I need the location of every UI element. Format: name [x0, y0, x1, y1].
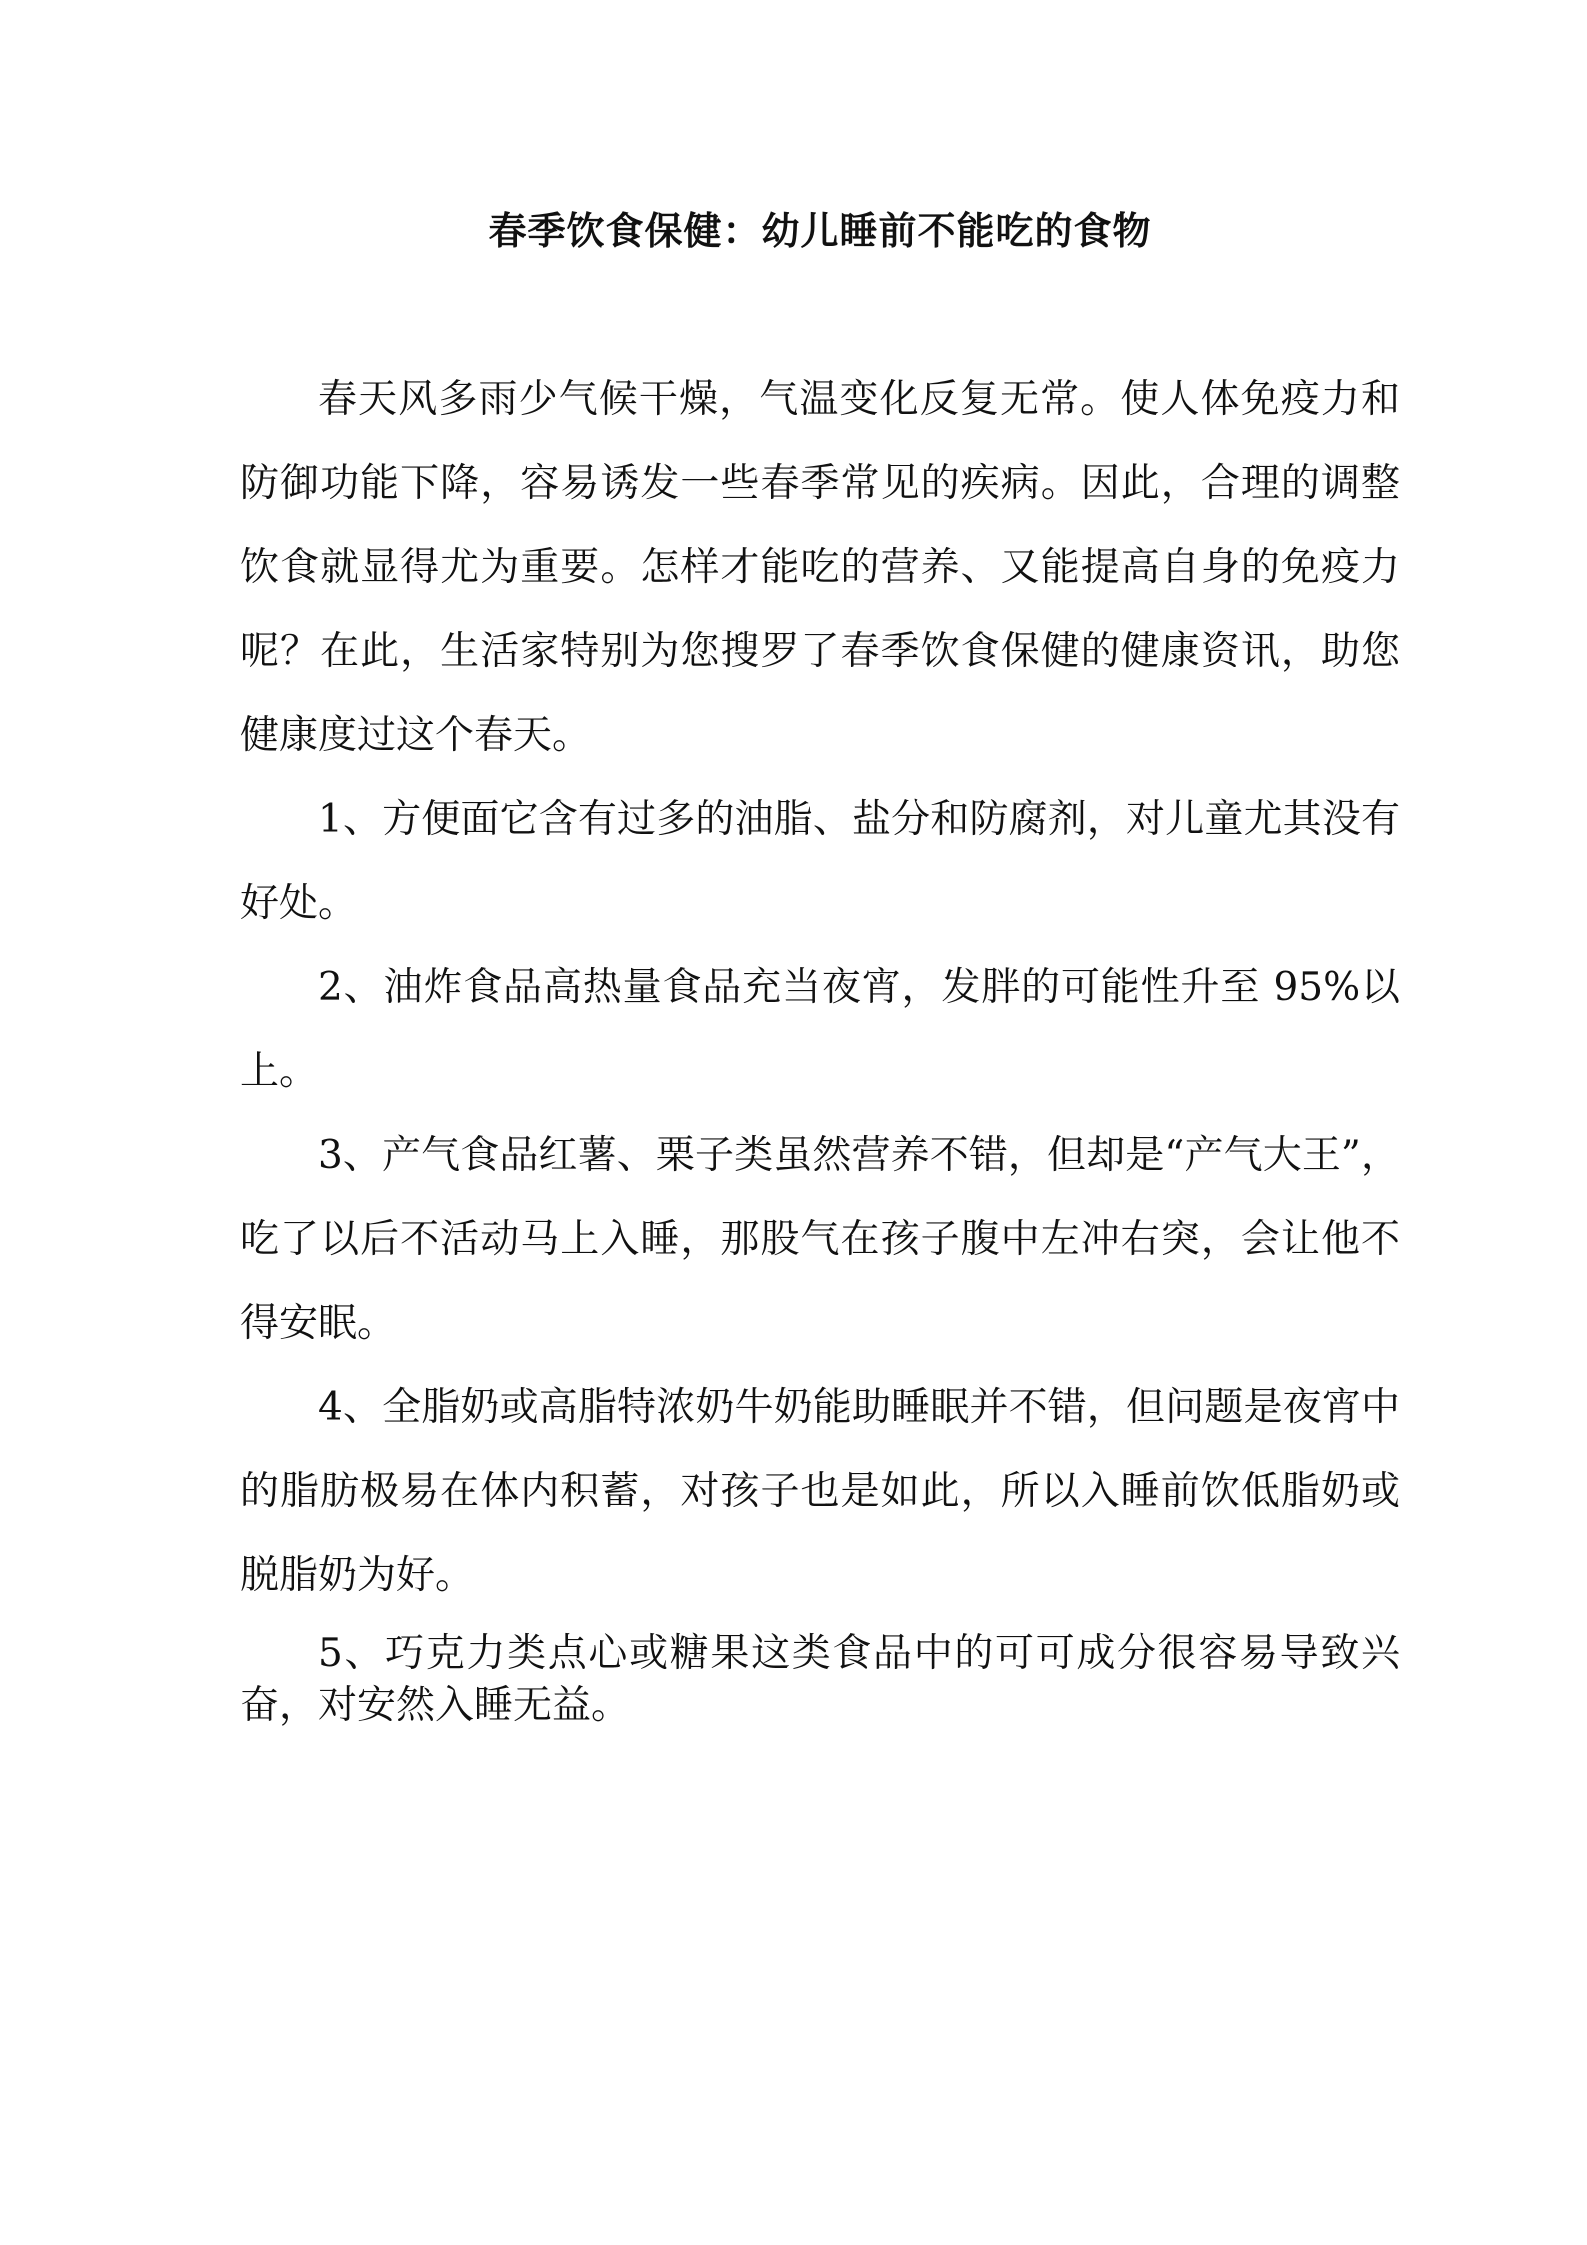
- list-item-4: 4、全脂奶或高脂特浓奶牛奶能助睡眠并不错，但问题是夜宵中的脂肪极易在体内积蓄，对孩子也是如此，所以入睡前饮低脂奶或脱脂奶为好。: [240, 1385, 1400, 1598]
- document-title: 春季饮食保健：幼儿睡前不能吃的食物: [488, 208, 1152, 253]
- intro-paragraph: 春天风多雨少气候干燥，气温变化反复无常。使人体免疫力和防御功能下降，容易诱发一些春季常见的疾病。因此，合理的调整饮食就显得尤为重要。怎样才能吃的营养、又能提高自身的免疫力呢？在此，生活家特别为您搜罗了春季饮食保健的健康资讯，助您健康度过这个春天。: [240, 377, 1400, 758]
- list-item-1: 1、方便面它含有过多的油脂、盐分和防腐剂，对儿童尤其没有好处。: [240, 797, 1400, 926]
- document-body: [240, 358, 1400, 1732]
- list-item-5: 5、巧克力类点心或糖果这类食品中的可可成分很容易导致兴奋，对安然入睡无益。: [240, 1631, 1400, 1728]
- list-item-3: 3、产气食品红薯、栗子类虽然营养不错，但却是“产气大王”，吃了以后不活动马上入睡，那股气在孩子腹中左冲右突，会让他不得安眠。: [240, 1133, 1400, 1346]
- list-item-2: 2、油炸食品高热量食品充当夜宵，发胖的可能性升至 95%以上。: [240, 965, 1400, 1094]
